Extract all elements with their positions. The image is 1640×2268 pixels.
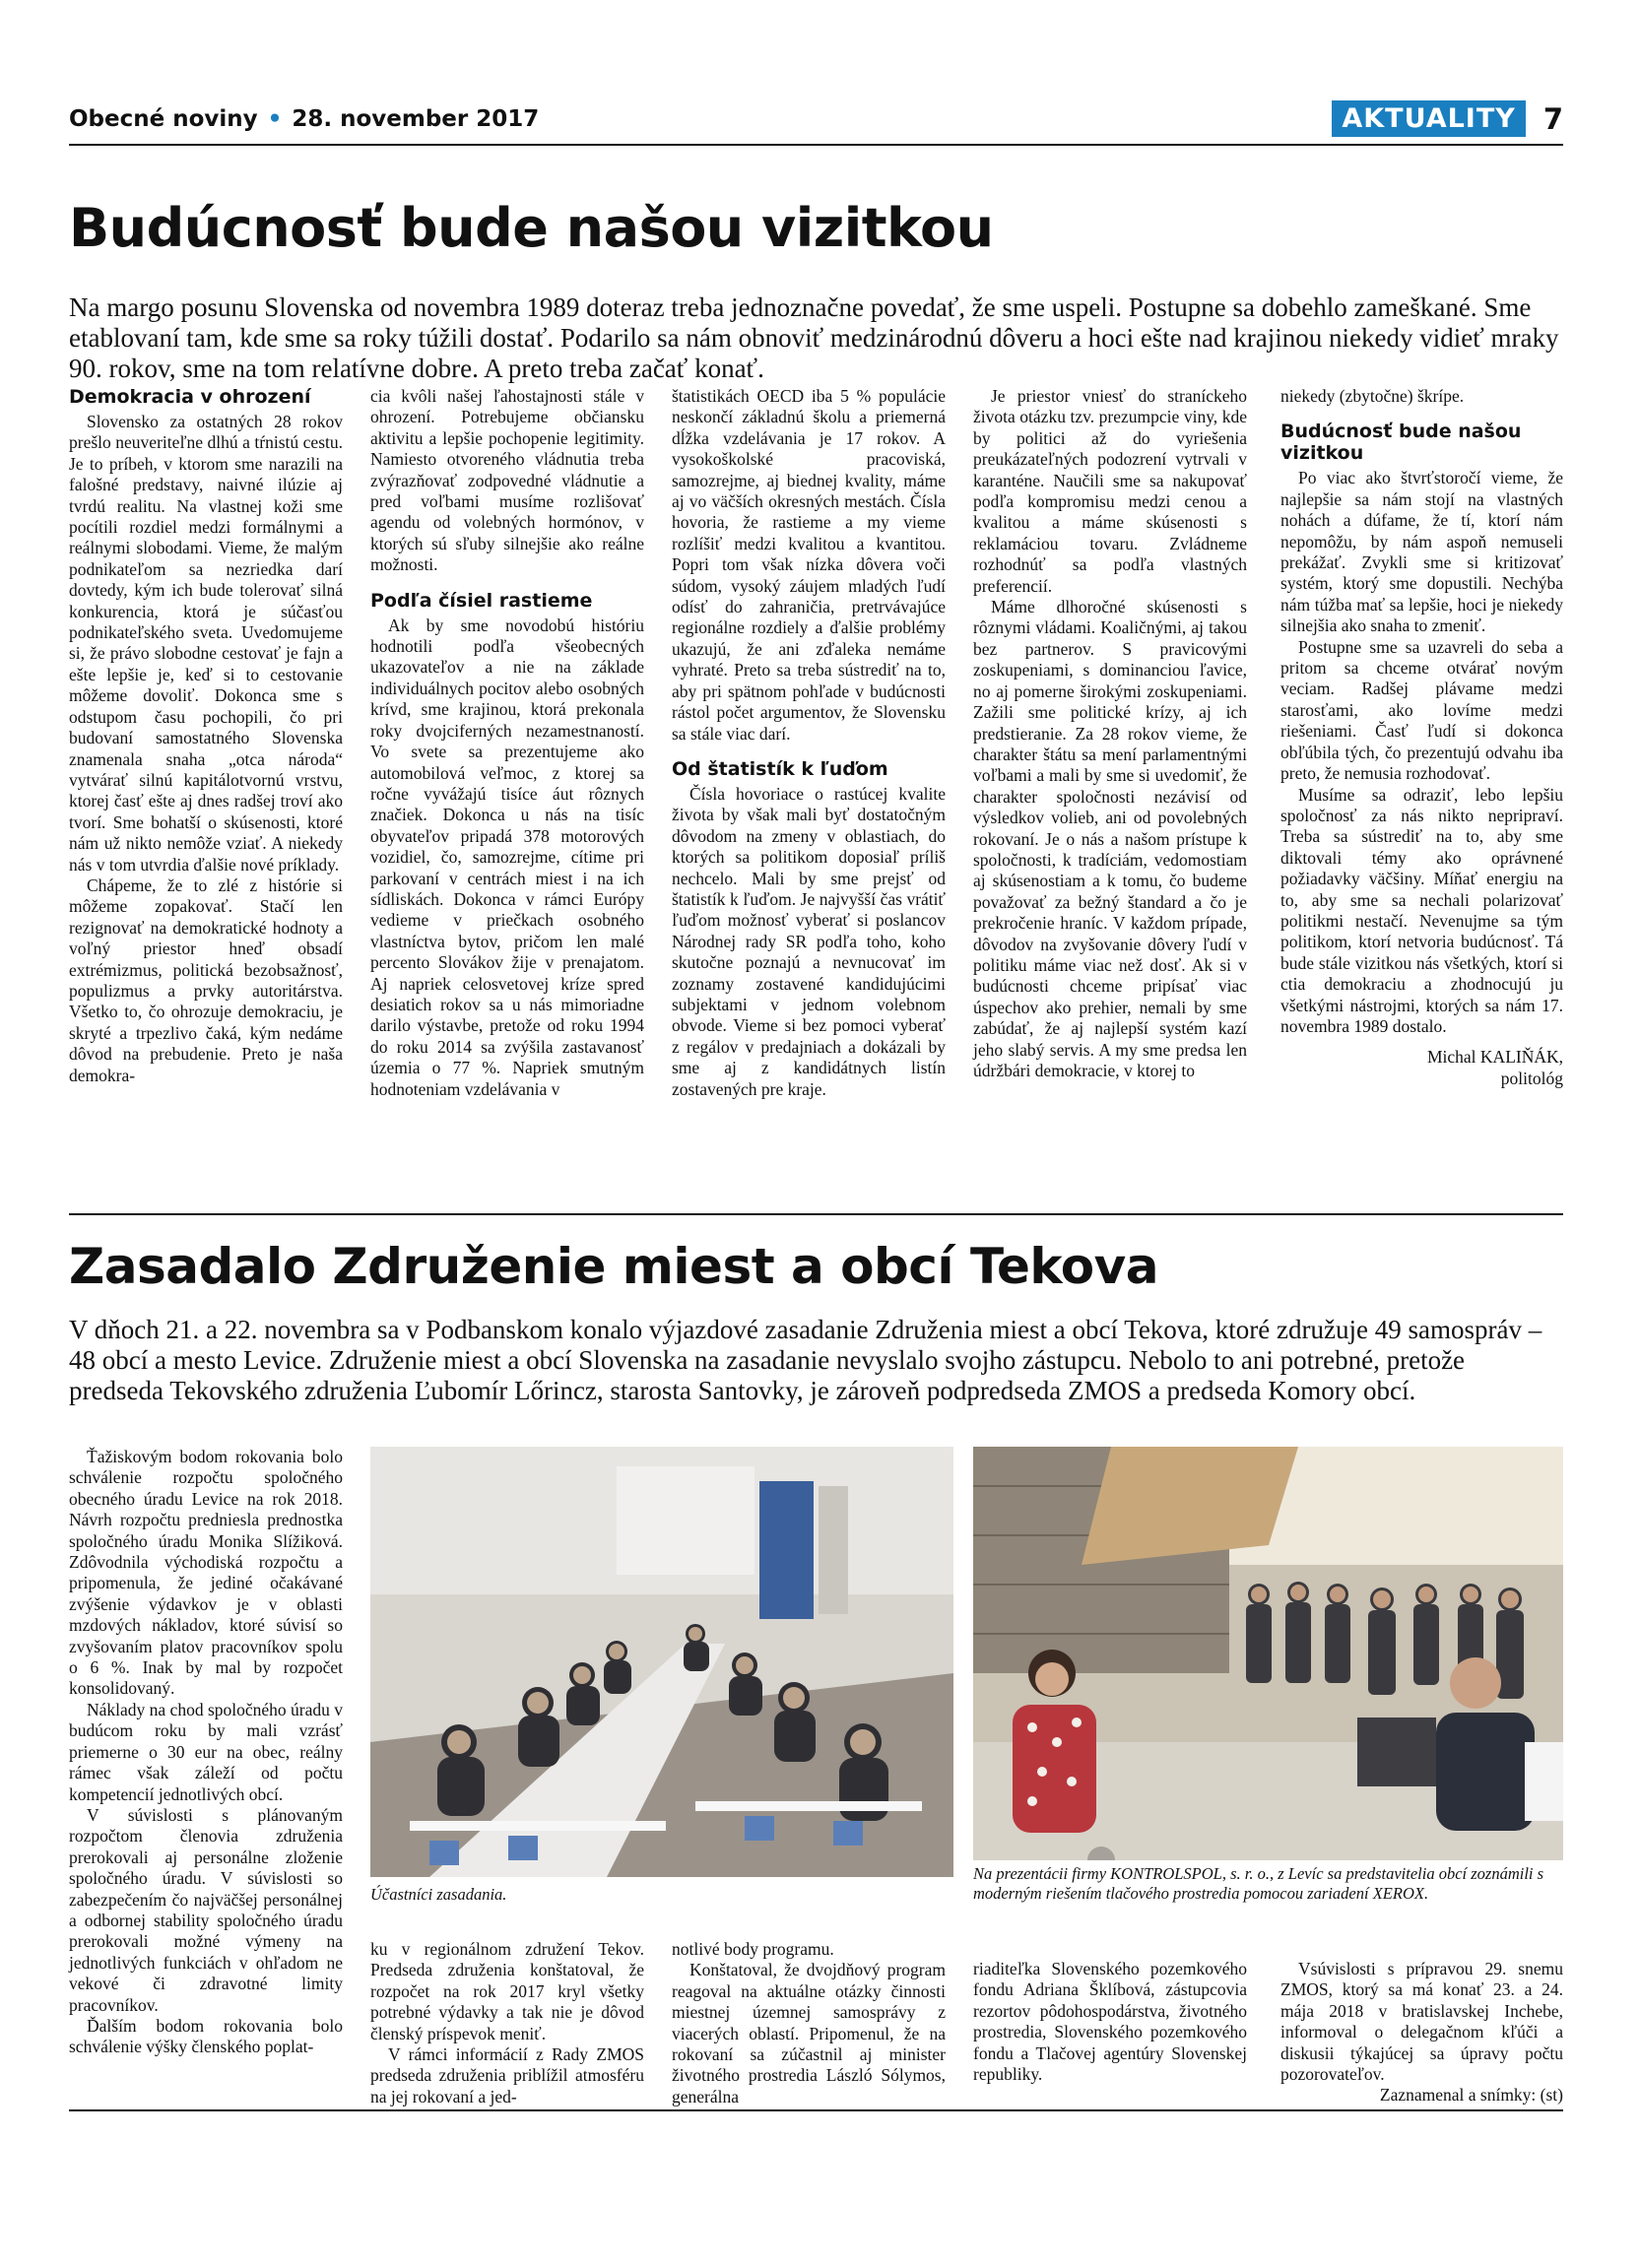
paragraph: Je priestor vniesť do straníckeho života otázku tzv. prezumpcie viny, kde by politici až do vyriešenia preukázateľných podozrení vytrvali v karanténe. Naučili sme sa nakupovať podľa kompromisu medzi cenou a kvalitou a máme skúsenosti s reklamáciou tovaru. Zvládneme rozhodnúť sa podľa vlastných preferencií. — [973, 386, 1247, 596]
paragraph: Slovensko za ostatných 28 rokov prešlo neuveriteľne dlhú a tŕnistú cestu. Je to príbeh, v ktorom sme narazili na falošné predstavy, naivné ilúzie aj tvrdú realitu. Na vlastnej koži sme pocítili rozdiel medzi formálnymi a reálnymi slobodami. Vieme, že malým podnikateľom sa nezriedka darí dovtedy, kým ich bude tolerovať silná konkurencia, ktorá je súčasťou podnikateľského sveta. Uvedomujeme si, že právo slobodne cestovať je fajn a ešte lepšie je, keď si to cestovanie môžeme dovoliť. Dokonca sme s odstupom času pochopili, čo pri budovaní samostatného Slovenska znamenala snaha „otca národa“ vytvárať silnú kapitálotvornú vrstvu, ktorej časť ešte aj dnes radšej troví ako tvorí. Sme bohatší o skúsenosti, ktoré nám už nikto nemôže vziať. A niekedy nás v tom utvrdia ďalšie nové príklady. — [69, 412, 343, 875]
section-label: AKTUALITY — [1332, 100, 1525, 137]
paragraph: ku v regionálnom združení Tekov. Predseda združenia konštatoval, že rozpočet na rok 2017 kryl všetky potrebné výdavky a tak nie je dôvod členský príspevok meniť. — [370, 1939, 644, 2043]
paragraph: Ďalším bodom rokovania bolo schválenie výšky členského poplat- — [69, 2015, 343, 2057]
presentation-photo-image — [973, 1447, 1563, 1860]
article1-column-3 — [672, 386, 946, 1100]
paragraph: Konštatoval, že dvojdňový program reagoval na aktuálne otázky činnosti miestnej územnej samosprávy z viacerých oblastí. Pripomenul, že na rokovaní sa zúčastnil aj minister životného prostredia László Sólymos, generálna — [672, 1960, 946, 2106]
article2-column-3 — [672, 1939, 946, 2107]
article1-column-2 — [370, 386, 644, 1100]
paragraph: cia kvôli našej ľahostajnosti stále v ohrození. Potrebujeme občiansku aktivitu a lepšie pochopenie legitimity. Namiesto otvoreného vládnutia treba zvýrazňovať zodpovedné vládnutie a pred voľbami musíme rozlišovať agendu od volebných hormónov, v ktorých sú sľuby silnejšie ako reálne možnosti. — [370, 386, 644, 575]
page-number: 7 — [1542, 101, 1563, 136]
article2-column-4 — [973, 1959, 1247, 2085]
paragraph: Máme dlhoročné skúsenosti s rôznymi vládami. Koaličnými, aj takou bez partnerov. S pravicovými zoskupeniami, s dominanciou ľavice, no aj pomerne širokými zoskupeniami. Zažili sme politické krízy, aj ich predstieranie. Za 28 rokov vieme, že charakter štátu sa mení parlamentnými voľbami a mali by sme si uvedomiť, že charakter spoločnosti nezávisí od výsledkov volieb, ani od povolebných rokovaní. Je o nás a našom prístupe k spoločnosti, k tradíciám, vedomostiam aj skúsenostiam a k tomu, čo budeme považovať za bežný štandard a čo je prekročenie hraníc. V každom prípade, dôvodov na zvyšovanie dôvery ľudí v politiku máme viac než dosť. Ak si v budúcnosti chceme pripísať viac úspechov ako prehier, nemali by sme zabúdať, že aj najlepší systém kazí jeho slabý servis. A my sme predsa len údržbári demokracie, v ktorej to — [973, 597, 1247, 1080]
article2-column-1 — [69, 1447, 343, 2058]
paragraph: V súvislosti s plánovaným rozpočtom členovia združenia prerokovali aj personálne zloženie spoločného úradu. V súvislosti so zabezpečením čo najväčšej personálnej a odbornej stability spoločného úradu prerokovali možné výmeny na jednotlivých funkciách v ohľadom ne vekové či zdravotné limity pracovníkov. — [69, 1804, 343, 2015]
photo-caption: Účastníci zasadania. — [370, 1885, 507, 1904]
paragraph: Chápeme, že to zlé z histórie si môžeme zopakovať. Stačí len rezignovať na demokratické hodnoty a voľný priestor hneď obsadí extrémizmus, politická bezobsažnosť, populizmus a prvky autoritárstva. Všetko to, čo ohrozuje demokraciu, je skryté a trpezlivo čaká, kým nedáme dôvod na prebudenie. Preto je naša demokra- — [69, 875, 343, 1085]
paragraph: Postupne sme sa uzavreli do seba a pritom sa chceme otvárať novým veciam. Radšej plávame medzi starosťami, ako lovíme medzi riešeniami. Časť ľudí si dokonca obľúbila tých, čo prezentujú odvahu iba preto, že nemusia rozhodovať. — [1280, 636, 1563, 784]
article-divider — [69, 1213, 1563, 1215]
subheading: Demokracia v ohrození — [69, 386, 311, 408]
meeting-photo-image — [370, 1447, 953, 1877]
issue-date: 28. november 2017 — [292, 106, 540, 132]
publication-name: Obecné noviny — [69, 106, 258, 132]
section-header — [1332, 100, 1563, 137]
article2-headline: Zasadalo Združenie miest a obcí Tekova — [69, 1238, 1158, 1295]
paragraph: Náklady na chod spoločného úradu v budúcom roku by mali vzrásť priemerne o 30 eur na obec, reálny rámec však záleží od počtu kompetencií jednotlivých obcí. — [69, 1699, 343, 1804]
paragraph: Po viac ako štvrťstoročí vieme, že najlepšie sa nám stojí na vlastných nohách a dúfame, že tí, ktorí nám nepomôžu, by nám aspoň nemuseli prekážať. Zvykli sme si kritizovať systém, ktorý sme dopustili. Nechýba nám túžba mať sa lepšie, hoci je niekedy silnejšia ako snaha to zmeniť. — [1280, 468, 1563, 636]
author-name: Michal KALIŇÁK, — [1426, 1047, 1563, 1068]
paragraph: Ak by sme novodobú históriu hodnotili podľa všeobecných ukazovateľov a nie na základe individuálnych pocitov alebo osobných krívd, sme krajinou, ktorá prekonala roky dvojciferných nezamestnaností. Vo svete sa prezentujeme ako automobilová veľmoc, z ktorej sa ročne vyvážajú tisíce áut rôznych značiek. Dokonca u nás na tisíc obyvateľov pripadá 378 motorových vozidiel, čo, samozrejme, cítime pri parkovaní v centrách miest i na ich sídliskách. Dokonca v rámci Európy vedieme v priečkach osobného vlastníctva bytov, pričom len malé percento Slovákov žije v prenajatom. Aj napriek celosvetovej kríze spred desiatich rokov sa u nás mimoriadne darilo výstavbe, pretože od roku 1994 do roku 2014 sa zvýšila zastavanosť územia o 77 %. Napriek smutným hodnoteniam vzdelávania v — [370, 615, 644, 1099]
presentation-photo — [973, 1447, 1563, 1860]
subheading: Podľa čísiel rastieme — [370, 589, 593, 612]
article1-column-4 — [973, 386, 1247, 1081]
paragraph: V rámci informácií z Rady ZMOS predseda združenia priblížil atmosféru na jej rokovaní a jed- — [370, 2044, 644, 2106]
subheading: Od štatistík k ľuďom — [672, 757, 888, 780]
paragraph: Ťažiskovým bodom rokovania bolo schválenie rozpočtu spoločného obecného úradu Levice na rok 2018. Návrh rozpočtu predniesla prednostka spoločného úradu Monika Slížiková. Zdôvodnila východiská rozpočtu a pripomenula, že jediné očakávané zvýšenie výdavkov je v oblasti mzdových nákladov, ktoré súvisí so zvyšovaním platov pracovníkov spolu o 6 %. Inak by mal by rozpočet konsolidovaný. — [69, 1447, 343, 1699]
running-header — [69, 106, 539, 132]
header-divider — [69, 144, 1563, 146]
paragraph: Musíme sa odraziť, lebo lepšiu spoločnosť za nás nikto nepripraví. Treba sa sústrediť na to, aby sme diktovali témy ako oprávnené požiadavky väčšiny. Míňať energiu na to, aby sme sa nechali polarizovať politikmi nestačí. Nevenujme sa tým politikom, ktorí netvoria budúcnosť. Tá bude stále vizitkou nás všetkých, ktorí si ctia demokraciu a zhodnocujú ju všetkými nástrojmi, ktorých sa nám 17. novembra 1989 dostalo. — [1280, 784, 1563, 1036]
bullet-separator: • — [267, 106, 283, 132]
subheading: Budúcnosť bude našou vizitkou — [1280, 421, 1522, 465]
paragraph: notlivé body programu. — [672, 1939, 834, 1959]
article1-headline: Budúcnosť bude našou vizitkou — [69, 197, 994, 259]
reporter-signature: Zaznamenal a snímky: (st) — [1379, 2085, 1563, 2106]
paragraph: Čísla hovoriace o rastúcej kvalite života by však mali byť dostatočným dôvodom na zmeny v oblastiach, do ktorých sa politikom doposiaľ príliš nechcelo. Mali by sme prejsť od štatistík k ľuďom. Je najvyšší čas vrátiť ľuďom možnosť vyberať si poslancov Národnej rady SR podľa toho, koho skutočne poznajú a nevnucovať im zoznamy zostavené kandidujúcimi subjektami v jednom volebnom obvode. Vieme si bez pomoci vyberať z regálov v predajniach a dokázali by sme aj z kandidátnych listín zostavených pre kraje. — [672, 783, 946, 1099]
paragraph: štatistikách OECD iba 5 % populácie neskončí základnú školu a priemerná dĺžka vzdelávania je 17 rokov. A vysokoškolské pracoviská, samozrejme, aj biednej kvality, máme aj vo väčších okresných mestách. Čísla hovoria, že rastieme a my vieme rozlíšiť medzi kvalitou a kvantitou. Popri tom však nízka dôvera voči súdom, vysoký záujem mladých ľudí odísť do zahraničia, pretrvávajúce regionálne rozdiely a ďalšie problémy ukazujú, že ani zďaleka nemáme vyhraté. Preto sa treba sústrediť na to, aby pri spätnom pohľade v budúcnosti rástol počet argumentov, že Slovensku sa stále viac darí. — [672, 386, 946, 744]
article1-column-1 — [69, 386, 343, 1086]
article1-column-5 — [1280, 386, 1563, 1089]
article2-column-2 — [370, 1939, 644, 2107]
article1-lead: Na margo posunu Slovenska od novembra 1989 doteraz treba jednoznačne povedať, že sme uspeli. Postupne sa dobehlo zameškané. Sme etablovaní tam, kde sme sa roky túžili dostať. Podarilo sa nám obnoviť medzinárodnú dôveru a hoci ešte nad krajinou niekedy vidieť mraky 90. rokov, sme na tom relatívne dobre. A preto treba začať konať. — [69, 292, 1559, 383]
paragraph: riaditeľka Slovenského pozemkového fondu Adriana Šklíbová, zástupcovia rezortov pôdohospodárstva, životného prostredia, Slovenského pozemkového fondu a Tlačovej agentúry Slovenskej republiky. — [973, 1959, 1247, 2085]
bottom-divider — [69, 2109, 1563, 2111]
photo-caption: Na prezentácii firmy KONTROLSPOL, s. r. o., z Levíc sa predstavitelia obcí zoznámili s moderným riešením tlačového prostredia pomocou zariadení XEROX. — [973, 1864, 1544, 1903]
meeting-photo — [370, 1447, 953, 1877]
paragraph: niekedy (zbytočne) škrípe. — [1280, 386, 1465, 406]
paragraph: Vsúvislosti s prípravou 29. snemu ZMOS, ktorý sa má konať 23. a 24. mája 2018 v bratislavskej Inchebe, informoval o delegačnom kľúči a diskusii týkajúcej sa úpravy počtu pozorovateľov. — [1280, 1959, 1563, 2085]
article2-lead: V dňoch 21. a 22. novembra sa v Podbanskom konalo výjazdové zasadanie Združenia miest a obcí Tekova, ktoré združuje 49 samospráv – 48 obcí a mesto Levice. Združenie miest a obcí Slovenska na zasadanie nevyslalo svojho zástupcu. Nebolo to ani potrebné, pretože predseda Tekovského združenia Ľubomír Lőrincz, starosta Santovky, je zároveň podpredseda ZMOS a predseda Komory obcí. — [69, 1315, 1542, 1405]
article2-column-5 — [1280, 1959, 1563, 2106]
author-role: politológ — [1500, 1068, 1563, 1088]
